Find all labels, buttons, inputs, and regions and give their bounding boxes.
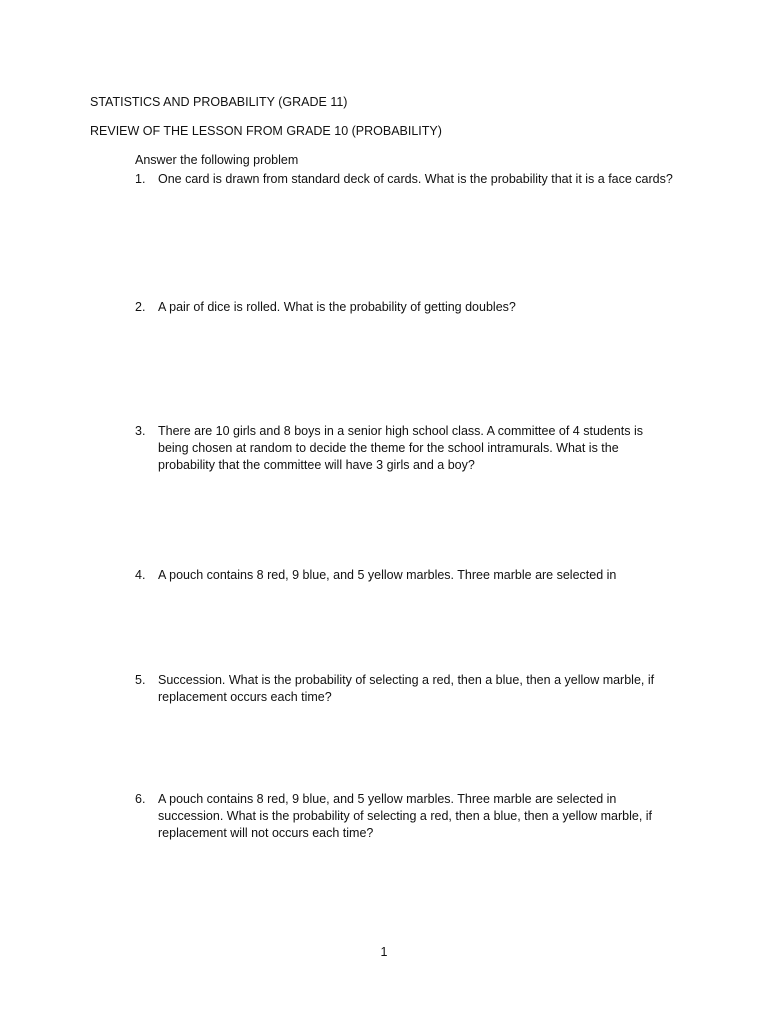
problem-item (135, 423, 675, 474)
problem-text: A pouch contains 8 red, 9 blue, and 5 yellow marbles. Three marble are selected in (158, 568, 617, 582)
problem-number: 1. (135, 172, 146, 186)
problem-text: A pair of dice is rolled. What is the probability of getting doubles? (158, 300, 516, 314)
problem-number: 2. (135, 300, 146, 314)
problem-item (135, 171, 675, 188)
problem-item (135, 672, 675, 706)
problem-text: Succession. What is the probability of selecting a red, then a blue, then a yellow marble, if replacement occurs each time? (158, 673, 655, 704)
problem-number: 4. (135, 568, 146, 582)
document-title: STATISTICS AND PROBABILITY (GRADE 11) (90, 95, 348, 109)
page-number: 1 (380, 945, 388, 959)
problem-number: 6. (135, 792, 146, 806)
problem-text: One card is drawn from standard deck of cards. What is the probability that it is a face cards? (158, 172, 673, 186)
instructions-text: Answer the following problem (135, 153, 299, 167)
problem-item (135, 299, 675, 316)
problem-item (135, 791, 675, 842)
document-subtitle: REVIEW OF THE LESSON FROM GRADE 10 (PROBABILITY) (90, 124, 442, 138)
problem-text: There are 10 girls and 8 boys in a senior high school class. A committee of 4 students is being chosen at random to decide the theme for the school intramurals. What is the probability that the committee will have 3 girls and a boy? (158, 424, 643, 472)
problem-text: A pouch contains 8 red, 9 blue, and 5 yellow marbles. Three marble are selected in succession. What is the probability of selecting a red, then a blue, then a yellow marble, if replacement will not occurs each time? (158, 792, 653, 840)
problem-number: 5. (135, 673, 146, 687)
problem-item (135, 567, 675, 584)
problem-number: 3. (135, 424, 146, 438)
